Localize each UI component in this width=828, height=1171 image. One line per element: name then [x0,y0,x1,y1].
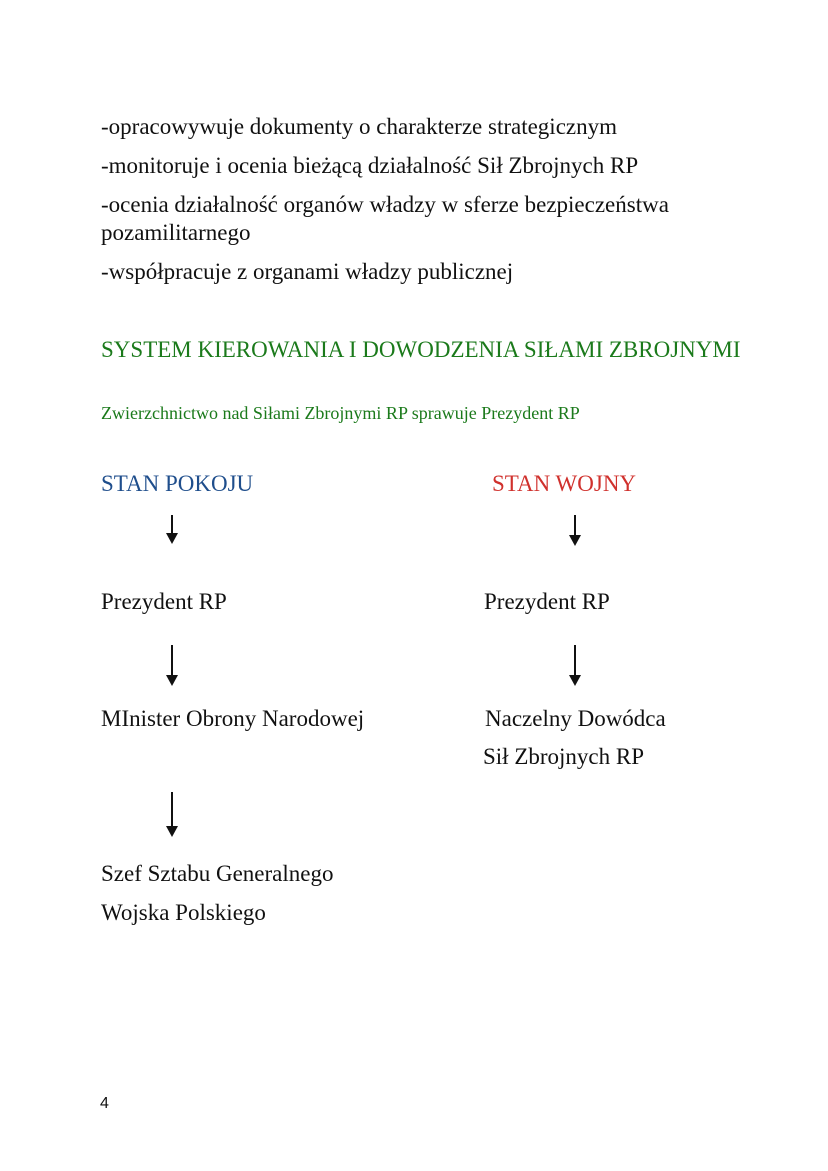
page-number: 4 [100,1095,109,1112]
peace-node-minister: MInister Obrony Narodowej [101,706,365,731]
peace-node-president: Prezydent RP [101,589,227,614]
bullet-item: -współpracuje z organami władzy publicznej [101,259,514,284]
war-node-president: Prezydent RP [484,589,610,614]
down-arrow-icon [568,645,582,687]
down-arrow-icon [165,792,179,838]
down-arrow-icon [568,515,582,547]
peace-node-chief-of-staff: Szef Sztabu Generalnego [101,861,334,886]
war-node-commander-line2: Sił Zbrojnych RP [483,744,645,769]
war-state-label: STAN WOJNY [492,471,637,496]
down-arrow-icon [165,645,179,687]
section-subtitle: Zwierzchnictwo nad Siłami Zbrojnymi RP sprawuje Prezydent RP [101,403,580,423]
section-title: SYSTEM KIEROWANIA I DOWODZENIA SIŁAMI ZBROJNYMI [101,337,741,362]
bullet-item: -ocenia działalność organów władzy w sferze bezpieczeństwa pozamilitarnego [101,192,669,245]
bullet-item: -monitoruje i ocenia bieżącą działalność Sił Zbrojnych RP [101,153,639,178]
bullet-item: -opracowywuje dokumenty o charakterze strategicznym [101,114,618,139]
down-arrow-icon [165,515,179,545]
peace-node-chief-of-staff-line2: Wojska Polskiego [101,900,266,925]
peace-state-label: STAN POKOJU [101,471,254,496]
war-node-commander: Naczelny Dowódca [485,706,666,731]
